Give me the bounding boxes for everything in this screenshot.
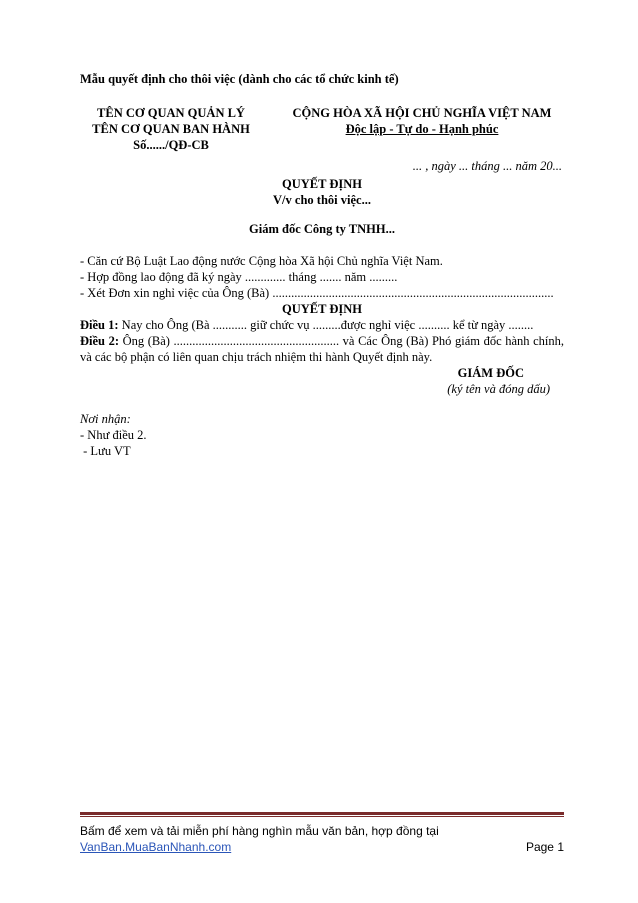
decision-body bbox=[80, 253, 564, 397]
signer-note: (ký tên và đóng dấu) bbox=[447, 382, 550, 396]
page-number: Page 1 bbox=[525, 840, 564, 854]
basis-contract: - Hợp đồng lao động đã ký ngày ............. tháng ....... năm ......... bbox=[80, 270, 398, 284]
footer-rule-thick bbox=[80, 812, 564, 815]
agency-number: Số....../QĐ-CB bbox=[133, 138, 209, 152]
footer-promo: Bấm để xem và tải miễn phí hàng nghìn mẫu văn bản, hợp đồng tại bbox=[80, 824, 439, 838]
national-motto: Độc lập - Tự do - Hạnh phúc bbox=[345, 122, 499, 136]
article-1-text: Nay cho Ông (Bà ........... giữ chức vụ .........được nghỉ việc .......... kể từ ngày ........ bbox=[118, 318, 534, 332]
recipient-item: - Lưu VT bbox=[80, 444, 131, 458]
article-1-label: Điều 1: bbox=[80, 318, 119, 332]
footer-bottom-row bbox=[80, 839, 564, 855]
recipients-label: Nơi nhận: bbox=[80, 412, 131, 426]
basis-application: - Xét Đơn xin nghỉ việc của Ông (Bà) .......................................................................................... bbox=[80, 286, 554, 300]
decision-subject: V/v cho thôi việc... bbox=[273, 193, 371, 207]
signer-role: GIÁM ĐỐC bbox=[457, 366, 524, 380]
article-2-text: Ông (Bà) ..................................................... và Các Ông (Bà) Phó giám đốc hành chính, và các bộ phận có liên quan chịu trách nhiệm thi hành Quyết định này. bbox=[80, 334, 564, 364]
agency-line2: TÊN CƠ QUAN BAN HÀNH bbox=[92, 122, 250, 136]
document-heading: Mẫu quyết định cho thôi việc (dành cho các tổ chức kinh tế) bbox=[80, 72, 399, 86]
nation-block bbox=[262, 105, 564, 153]
footer-link[interactable]: VanBan.MuaBanNhanh.com bbox=[80, 840, 232, 854]
date-line: ... , ngày ... tháng ... năm 20... bbox=[412, 159, 562, 173]
document-page bbox=[80, 72, 564, 459]
signature-block bbox=[80, 365, 564, 397]
footer-text bbox=[80, 823, 564, 855]
decision-heading bbox=[80, 176, 564, 208]
recipients-block bbox=[80, 411, 564, 459]
letterhead bbox=[80, 105, 564, 153]
article-2-label: Điều 2: bbox=[80, 334, 119, 348]
decision-title: QUYẾT ĐỊNH bbox=[282, 177, 362, 191]
decides-heading: QUYẾT ĐỊNH bbox=[282, 302, 362, 316]
agency-line1: TÊN CƠ QUAN QUẢN LÝ bbox=[97, 106, 245, 120]
recipient-item: - Như điều 2. bbox=[80, 428, 147, 442]
nation-name: CỘNG HÒA XÃ HỘI CHỦ NGHĨA VIỆT NAM bbox=[292, 106, 552, 120]
basis-law: - Căn cứ Bộ Luật Lao động nước Cộng hòa Xã hội Chủ nghĩa Việt Nam. bbox=[80, 254, 443, 268]
article-1 bbox=[80, 317, 564, 333]
issuer-title: Giám đốc Công ty TNHH... bbox=[249, 222, 395, 236]
article-2 bbox=[80, 333, 564, 365]
agency-block bbox=[80, 105, 262, 153]
page-footer bbox=[80, 812, 564, 855]
footer-rule-thin bbox=[80, 816, 564, 817]
